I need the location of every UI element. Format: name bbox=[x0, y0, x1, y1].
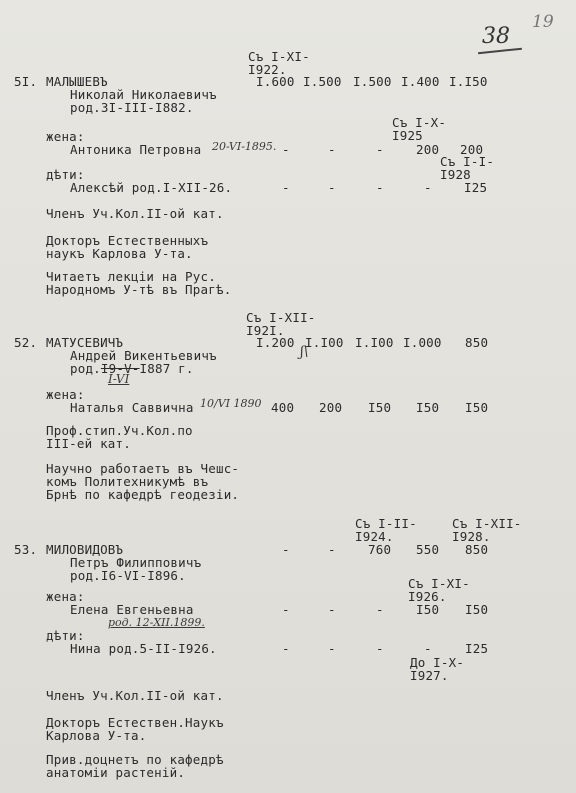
entry52-wife-amount-3: I50 bbox=[368, 400, 392, 415]
entry53-child-amount-5: I25 bbox=[465, 641, 489, 656]
entry52-born-prefix: род. bbox=[70, 361, 101, 376]
entry51-child-amount-3: - bbox=[376, 180, 384, 195]
entry51-note-1: Членъ Уч.Кол.II-ой кат. bbox=[46, 206, 224, 221]
entry53-amount-3: 760 bbox=[368, 542, 392, 557]
entry53-child-amount-4: - bbox=[424, 641, 432, 656]
entry52-wife-amount-4: I50 bbox=[416, 400, 440, 415]
entry53-name: Петръ Филипповичъ bbox=[70, 555, 202, 570]
entry53-amount-4: 550 bbox=[416, 542, 440, 557]
entry52-amount-1: I.200 bbox=[256, 335, 295, 350]
entry51-amounts-header: Съ I-XI- I922. bbox=[248, 49, 310, 77]
entry52-name: Андрей Викентьевичъ bbox=[70, 348, 217, 363]
entry52-note-1: Проф.стип.Уч.Кол.по III-ей кат. bbox=[46, 423, 193, 451]
entry51-amount-1: I.600 bbox=[256, 74, 295, 89]
entry53-wife-handwritten-date: род. 12-XII.1899. bbox=[108, 616, 205, 629]
entry51-wife-label: жена: bbox=[46, 129, 85, 144]
entry52-wife-amount-2: 200 bbox=[319, 400, 343, 415]
entry52-born-suffix: I887 г. bbox=[139, 361, 194, 376]
entry51-surname: МАЛЫШЕВЪ bbox=[46, 74, 108, 89]
entry53-amount-5: 850 bbox=[465, 542, 489, 557]
entry51-note-2: Докторъ Естественныхъ наукъ Карлова У-та. bbox=[46, 233, 209, 261]
entry51-wife-amount-4: 200 bbox=[416, 142, 440, 157]
entry52-born bbox=[70, 362, 194, 375]
entry51-wife-amount-1: - bbox=[282, 142, 290, 157]
entry51-wife-name: Антоника Петровна bbox=[70, 142, 202, 157]
entry53-surname: МИЛОВИДОВЪ bbox=[46, 542, 124, 557]
entry51-children-label: дѣти: bbox=[46, 167, 85, 182]
entry53-born: род.I6-VI-I896. bbox=[70, 568, 186, 583]
page-number: 38 bbox=[482, 24, 510, 49]
entry53-child-amount-2: - bbox=[328, 641, 336, 656]
page-number-pencil: 19 bbox=[532, 12, 554, 32]
entry51-wife-amount-2: - bbox=[328, 142, 336, 157]
entry52-wife-label: жена: bbox=[46, 387, 85, 402]
entry51-wife-amount-5: 200 bbox=[460, 142, 484, 157]
entry53-child-amount-3: - bbox=[376, 641, 384, 656]
entry51-amount-2: I.500 bbox=[303, 74, 342, 89]
entry53-header-a: Съ I-II- I924. bbox=[355, 516, 417, 544]
entry51-child-header: Съ I-I- I928 bbox=[440, 154, 495, 182]
entry53-wife-header: Съ I-XI- I926. bbox=[408, 576, 470, 604]
entry51-amount-4: I.400 bbox=[401, 74, 440, 89]
entry52-note-2: Научно работаетъ въ Чешс- комъ Политехникумѣ въ Брнѣ по кафедрѣ геодезіи. bbox=[46, 461, 240, 502]
entry51-name: Николай Николаевичъ bbox=[70, 87, 217, 102]
entry51-number: 5I. bbox=[14, 74, 38, 89]
entry52-number: 52. bbox=[14, 335, 38, 350]
entry53-child-name: Нина род.5-II-I926. bbox=[70, 641, 217, 656]
entry51-child-amount-5: I25 bbox=[464, 180, 488, 195]
entry53-note-3: Прив.доцнетъ по кафедрѣ анатоміи растеній. bbox=[46, 752, 224, 780]
entry53-amount-1: - bbox=[282, 542, 290, 557]
entry52-amount-5: 850 bbox=[465, 335, 489, 350]
entry53-note-2: Докторъ Естествен.Наукъ Карлова У-та. bbox=[46, 715, 224, 743]
entry53-number: 53. bbox=[14, 542, 38, 557]
entry53-wife-amount-3: - bbox=[376, 602, 384, 617]
entry52-born-handwritten: I-VI bbox=[108, 372, 130, 386]
entry52-wife-handwritten-date: 10/VI 1890 bbox=[200, 397, 262, 410]
entry53-wife-label: жена: bbox=[46, 589, 85, 604]
entry53-children-label: дѣти: bbox=[46, 628, 85, 643]
entry51-child-amount-2: - bbox=[328, 180, 336, 195]
entry52-pencil-mark: ʃ\ bbox=[300, 344, 309, 360]
entry52-wife-amount-1: 400 bbox=[271, 400, 295, 415]
entry51-wife-amount-3: - bbox=[376, 142, 384, 157]
entry53-wife-amount-4: I50 bbox=[416, 602, 440, 617]
entry53-child-amount-1: - bbox=[282, 641, 290, 656]
entry51-child-amount-1: - bbox=[282, 180, 290, 195]
entry51-amount-3: I.500 bbox=[353, 74, 392, 89]
entry51-child-name: Алексѣй род.I-XII-26. bbox=[70, 180, 233, 195]
entry52-wife-amount-5: I50 bbox=[465, 400, 489, 415]
entry52-wife-name: Наталья Саввична bbox=[70, 400, 194, 415]
entry52-surname: МАТУСЕВИЧЪ bbox=[46, 335, 124, 350]
entry53-wife-amount-5: I50 bbox=[465, 602, 489, 617]
entry53-header-b: Съ I-XII- I928. bbox=[452, 516, 522, 544]
entry53-note-1: Членъ Уч.Кол.II-ой кат. bbox=[46, 688, 224, 703]
entry51-born: род.3I-III-I882. bbox=[70, 100, 194, 115]
entry51-amount-5: I.I50 bbox=[449, 74, 488, 89]
entry53-wife-amount-1: - bbox=[282, 602, 290, 617]
entry51-child-amount-4: - bbox=[424, 180, 432, 195]
entry53-child-footer: До I-X- I927. bbox=[410, 655, 465, 683]
entry52-amount-2: I.I00 bbox=[305, 335, 344, 350]
entry53-wife-name: Елена Евгеньевна bbox=[70, 602, 194, 617]
entry53-amount-2: - bbox=[328, 542, 336, 557]
entry51-wife-handwritten-date: 20-VI-1895. bbox=[212, 140, 277, 153]
entry52-born-struck: I9-V- bbox=[100, 361, 140, 376]
entry53-wife-amount-2: - bbox=[328, 602, 336, 617]
entry52-amounts-header: Съ I-XII- I92I. bbox=[246, 310, 316, 338]
entry52-amount-4: I.000 bbox=[403, 335, 442, 350]
entry52-amount-3: I.I00 bbox=[355, 335, 394, 350]
entry51-note-3: Читаетъ лекціи на Рус. Народномъ У-тѣ въ Прагѣ. bbox=[46, 269, 232, 297]
entry51-wife-header: Съ I-X- I925 bbox=[392, 115, 447, 143]
